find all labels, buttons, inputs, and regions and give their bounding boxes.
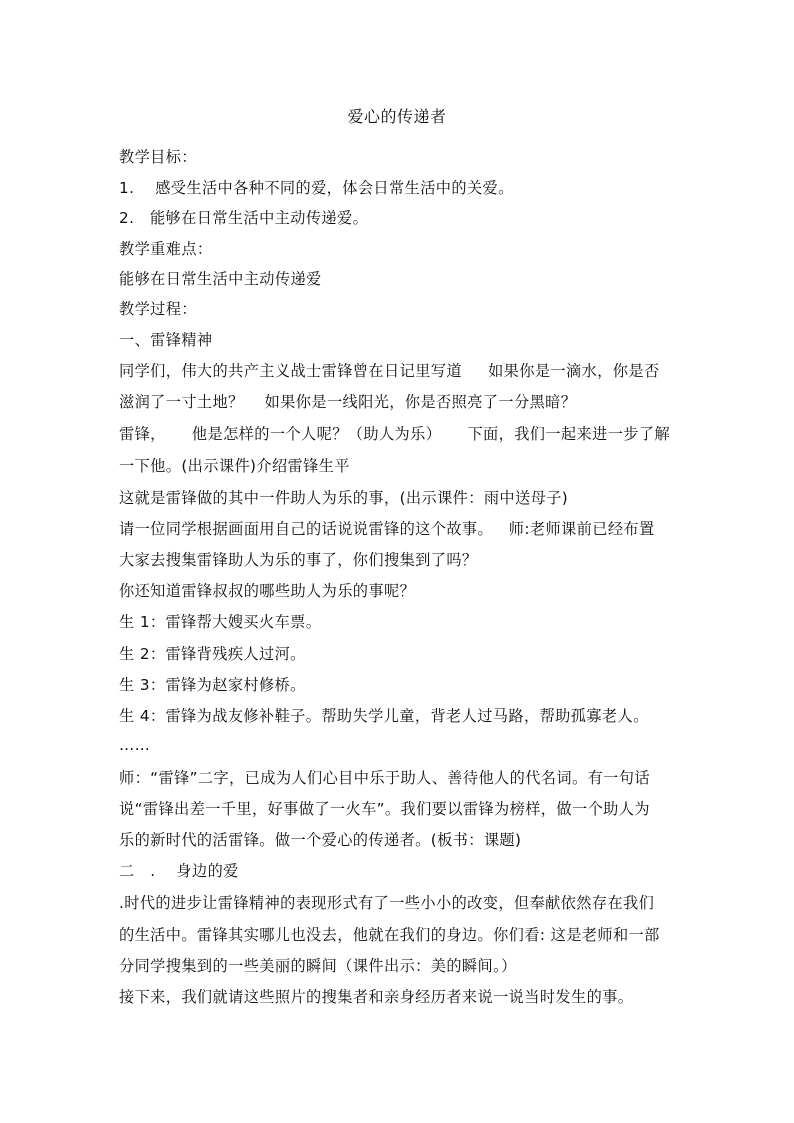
paragraph-line: 你还知道雷锋叔叔的哪些助人为乐的事呢？	[119, 582, 416, 600]
paragraph-line: 这就是雷锋做的其中一件助人为乐的事，(出示课件：雨中送母子)	[119, 489, 569, 507]
student-answer-2: 生 2：雷锋背残疾人过河。	[119, 645, 306, 663]
paragraph-line: 大家去搜集雷锋助人为乐的事了，你们搜集到了吗？	[119, 551, 478, 569]
document-title: 爱心的传递者	[347, 107, 447, 126]
paragraph-line: .时代的进步让雷锋精神的表现形式有了一些小小的改变，但奉献依然存在我们	[119, 894, 655, 912]
subheading-leifeng-spirit: 一、雷锋精神	[119, 331, 213, 349]
paragraph-line: 雷锋， 他是怎样的一个人呢？（助人为乐） 下面，我们一起来进一步了解	[119, 425, 671, 443]
paragraph-line: 请一位同学根据画面用自己的话说说雷锋的这个故事。 师:老师课前已经布置	[119, 520, 655, 538]
section-heading-process: 教学过程：	[119, 300, 197, 318]
paragraph-line: 分同学搜集到的一些美丽的瞬间（课件出示：美的瞬间。）	[119, 957, 517, 975]
student-answer-3: 生 3：雷锋为赵家村修桥。	[119, 676, 306, 694]
paragraph-line: 一下他。(出示课件)介绍雷锋生平	[119, 457, 350, 475]
goal-item-1: 1. 感受生活中各种不同的爱，体会日常生活中的关爱。	[119, 179, 514, 197]
paragraph-line: 的生活中。雷锋其实哪儿也没去，他就在我们的身边。你们看: 这是老师和一部	[119, 926, 660, 944]
paragraph-line: 乐的新时代的活雷锋。做一个爱心的传递者。(板书：课题)	[119, 831, 522, 849]
key-point-text: 能够在日常生活中主动传递爱	[119, 270, 322, 288]
paragraph-line: 师：“雷锋”二字，已成为人们心目中乐于助人、善待他人的代名词。有一句话	[119, 769, 650, 787]
section-heading-key-points: 教学重难点：	[119, 240, 213, 258]
section-heading-goals: 教学目标：	[119, 148, 197, 166]
subheading-love-around: 二 . 身边的爱	[119, 862, 239, 880]
paragraph-line: 接下来，我们就请这些照片的搜集者和亲身经历者来说一说当时发生的事。	[119, 988, 634, 1006]
paragraph-line: 滋润了一寸土地？ 如果你是一线阳光，你是否照亮了一分黑暗？	[119, 393, 577, 411]
paragraph-line: 说“雷锋出差一千里，好事做了一火车”。我们要以雷锋为榜样，做一个助人为	[119, 800, 650, 818]
student-answer-1: 生 1：雷锋帮大嫂买火车票。	[119, 613, 322, 631]
ellipsis: ……	[119, 736, 151, 754]
paragraph-line: 同学们，伟大的共产主义战士雷锋曾在日记里写道 如果你是一滴水，你是否	[119, 362, 660, 380]
student-answer-4: 生 4：雷锋为战友修补鞋子。帮助失学儿童，背老人过马路，帮助孤寡老人。	[119, 707, 649, 725]
goal-item-2: 2. 能够在日常生活中主动传递爱。	[119, 209, 369, 227]
